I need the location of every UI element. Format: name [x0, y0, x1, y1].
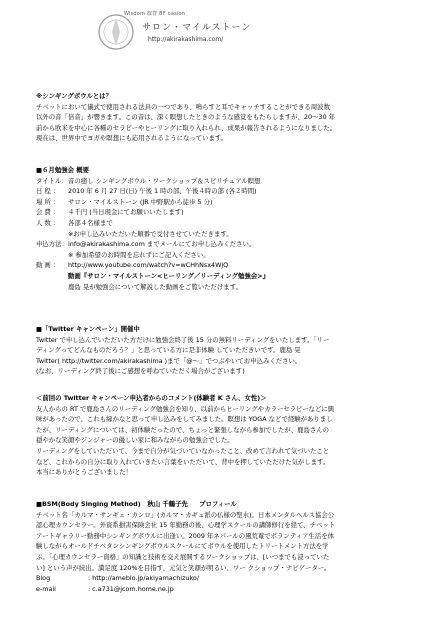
apply-note-row: [36, 250, 426, 261]
field-value: ４千円 (当日現金にてお願いいたします): [68, 208, 184, 217]
twitter-campaign-section: [36, 324, 426, 377]
paragraph-line: たが、リーディングについては、初体験だったので、ちょっと緊張しながら参加でしたが、鹿島さんの: [36, 425, 330, 434]
paragraph-line: 認心理カウンセラー。外資系損害保険会社 15 年勤務の後、心理学スクールの講師修行を経て、チベット: [36, 521, 336, 530]
field-label: 場 所 ：: [36, 197, 60, 206]
field-value: 2010 年 6 月 27 日(日) 午後 1 時の部、午後４時の部 (各２時間): [68, 187, 257, 196]
note-text: ※ 参加希望のお時間を忘れずにご記入ください。: [68, 250, 210, 259]
section-heading: ※シンギングボウルとは？: [36, 92, 112, 100]
title-row: [36, 176, 426, 187]
salon-name: サロン・マイルストーン: [142, 23, 252, 33]
field-value: 音の癒し シンギングボウル・ワークショップ＆スピリチュアル瞑想: [68, 176, 261, 185]
email-link[interactable]: : c.a731@jcom.home.ne.jp: [88, 584, 174, 593]
blog-label: Blog: [36, 574, 51, 583]
blog-link[interactable]: : http://ameblo.jp/akiyamachizuko/: [88, 574, 199, 583]
paragraph-line: 本当にありがとうございました！: [36, 468, 132, 477]
people-note-row: [36, 229, 426, 240]
paragraph-line: など、これからの自分に取り入れていきたい言葉をいただいて、背中を押していただけた気がします。: [36, 457, 330, 466]
video-note-row: [36, 282, 426, 293]
paragraph-line: ぶ。「心理カウンセラー資格」の知識と技術を交え展開するワークショップは、[いつまでも浸っていた: [36, 552, 330, 561]
field-value: サロン・マイルストーン (JR 中野駅から徒歩 5 分): [68, 197, 213, 206]
note-text: 鹿島 晃が勉強会について解説した動画をご覧いただけます。: [68, 282, 242, 291]
paragraph-line: (なお、リーディング終了後にご感想を呼ねていただく場合がございます): [36, 367, 245, 376]
bsm-profile-section: [36, 499, 426, 594]
field-label: 日 程 ：: [36, 187, 60, 196]
june-workshop-section: [36, 165, 426, 292]
paragraph-line: 現在は、世界中でヨガや瞑想にも応用されるようになっています。: [36, 134, 228, 143]
video-row: [36, 260, 426, 271]
salon-url[interactable]: http://akirakashima.com/: [148, 36, 224, 43]
paragraph-line: リーディングをしていただいて、今まで自分が気づいていなかったこと、改めて言われて気づいたこと: [36, 446, 330, 455]
paragraph-line: 前から欧米を中心に各種のセラピーやヒーリングに取り入れられ、成果が報告されるようになりました。: [36, 123, 337, 132]
profile-label: プロフィール: [199, 500, 237, 508]
header-tagline: Wisdom 叡智 BF oasion: [124, 11, 186, 17]
field-label: 申込方法：: [36, 240, 68, 249]
section-heading: [36, 499, 426, 510]
blog-row: [36, 573, 426, 584]
teacher-name: 秋山 千鶴子先: [147, 500, 188, 508]
field-label: 人 数 ：: [36, 218, 60, 227]
section-heading: ＜前回の Twitter キャンペーン申込者からのコメント(体験者 K さん、女性)＞: [36, 394, 267, 402]
section-heading: ■６月勉強会 概要: [36, 166, 89, 174]
video-title: 動画『サロン・マイルストーン<ヒーリング／リーディング勉強会>』: [68, 271, 269, 280]
paragraph-line: い] という声が続出。満足度 120%を目指す、元気と笑顔が明るい、ワー クショップ・ナビゲーター。: [36, 563, 331, 572]
field-value: 各部４名様まで: [68, 218, 113, 227]
previous-comment-section: [36, 393, 426, 478]
field-label: 動 画 ：: [36, 261, 60, 270]
salon-logo-icon: [96, 12, 136, 52]
paragraph-line: チベットにおいて儀式で使用される法具の一つであり、鳴らすと耳でキャッチすることができる周波数: [36, 102, 330, 111]
video-link[interactable]: http://www.youtube.com/watch?v=wCHhNsx4WjQ: [68, 261, 229, 270]
fee-row: [36, 207, 426, 218]
letterhead: [96, 10, 276, 58]
field-label: タイトル：: [36, 176, 68, 185]
people-row: [36, 218, 426, 229]
paragraph-line: Twitter( http://twitter.com/akirakashima )まで「@～」でつぶやいてお申込みください。: [36, 356, 302, 365]
place-row: [36, 197, 426, 208]
email-link[interactable]: info@akirakashima.com までメールにてお申し込みください。: [68, 240, 256, 249]
paragraph-line: アートギャラリー勤務中シンギングボウルに出逢い。2009 年ネパールの風荒菴でボランティア生活を体: [36, 531, 335, 540]
paragraph-line: 穏やかな笑顔やジンジャーの優しい家に和みながらの勉強会でした。: [36, 436, 234, 445]
paragraph-line: Twitter で申し込んでいただいた方だけに勉強会終了後 15 分の無料リーディングをいたします。「リー: [36, 335, 330, 344]
section-heading: ■「Twitter キャンペーン」開催中: [36, 325, 140, 333]
paragraph-line: 以外の音「倍音」が響きます。この音は、深く瞑想したときのような感覚をもたらしますが、20～30 年: [36, 113, 335, 122]
video-title-row: [36, 271, 426, 282]
email-row: [36, 584, 426, 595]
paragraph-line: 験しながらオールドチベタンシンギングボウルスクールにてボウルを使用したトリートメント方法を学: [36, 542, 329, 551]
paragraph-line: ディングってどんなものだろう？」と思っている方に是非体験 していただきいです。鹿島 晃: [36, 346, 301, 355]
bsm-title: ■BSM(Body Singing Method): [36, 500, 141, 508]
paragraph-line: 友人からの RT で鹿島さんのリーディング勉強会を知り、以前からヒーリングやカラーセラピーなどに興: [36, 404, 335, 413]
apply-row: [36, 239, 426, 250]
email-label: e-mail: [36, 584, 56, 593]
note-text: ※お申し込みいただいた順番で受付させていただきます。: [68, 229, 233, 238]
field-label: 会 費 ：: [36, 208, 60, 217]
date-row: [36, 186, 426, 197]
singing-bowl-section: [36, 91, 426, 144]
paragraph-line: 味があったので、これも縁かなと思って申し込みをしてみました。瞑想は YOGA などで経験がありまし: [36, 415, 333, 424]
paragraph-line: チベット名「カルマ・サンギェ・カンロ」(カルマ・カギュ派の仏様の聖水)。日本メンタルヘルス協会公: [36, 510, 335, 519]
